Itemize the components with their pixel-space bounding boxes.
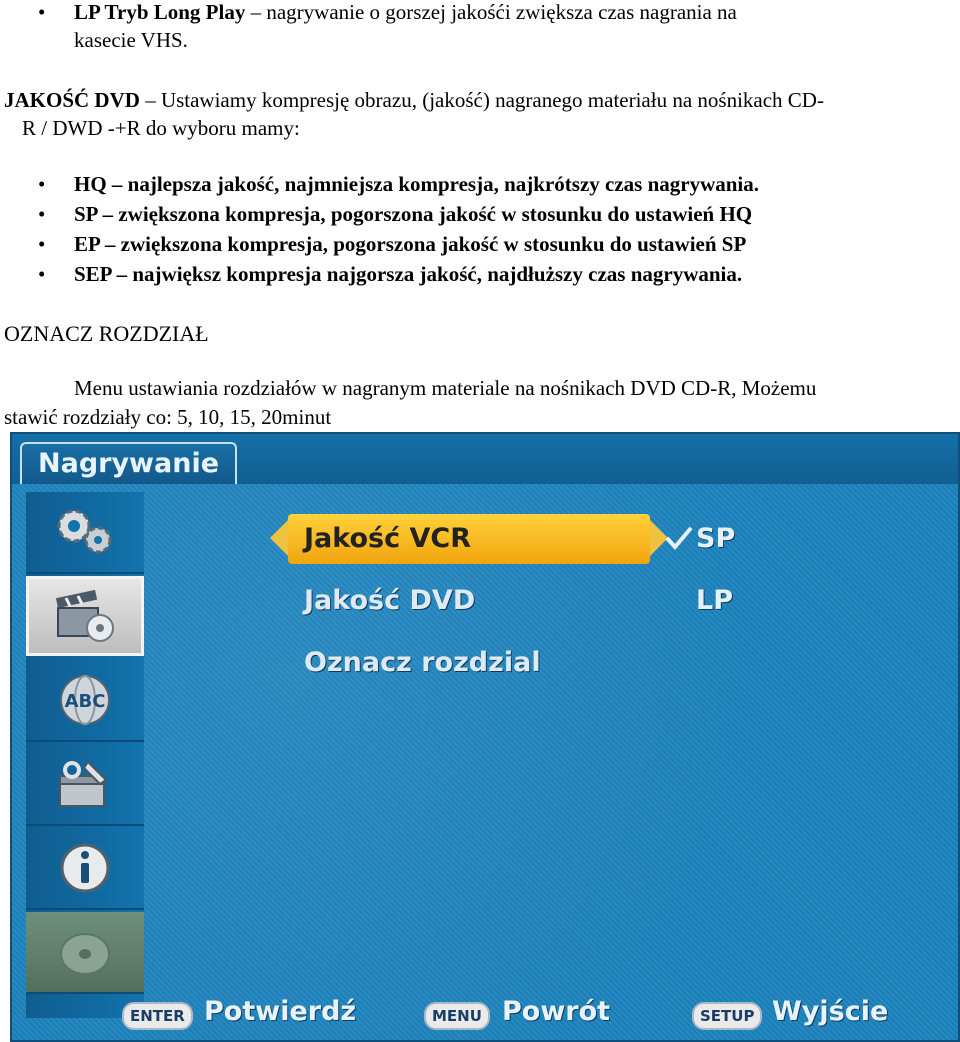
enter-key[interactable]: ENTER bbox=[122, 1002, 193, 1030]
sidebar-item-language[interactable] bbox=[26, 660, 144, 742]
sidebar-item-recording[interactable] bbox=[26, 576, 144, 656]
menu-item-vcr-quality[interactable] bbox=[288, 514, 650, 564]
lp-term: LP Tryb Long Play bbox=[74, 0, 246, 24]
bullet-ep: EP – zwiększona kompresja, pogorszona jakość w stosunku do ustawień SP bbox=[74, 232, 747, 256]
bullet-sp: SP – zwiększona kompresja, pogorszona jakość w stosunku do ustawień HQ bbox=[74, 202, 753, 226]
bullet-dot: • bbox=[38, 172, 46, 196]
osd-screen bbox=[10, 432, 960, 1042]
sidebar-item-system[interactable] bbox=[26, 744, 144, 826]
menu-item-label: Oznacz rozdzial bbox=[304, 647, 541, 678]
bullet-hq: HQ – najlepsza jakość, najmniejsza kompresja, najkrótszy czas nagrywania. bbox=[74, 172, 760, 196]
setup-label: Wyjście bbox=[772, 996, 889, 1027]
chapter-desc-continued: stawić rozdziały co: 5, 10, 15, 20minut bbox=[4, 405, 332, 429]
dvd-quality-value: LP bbox=[696, 585, 733, 616]
lp-paragraph bbox=[74, 0, 737, 24]
svg-text:ABC: ABC bbox=[64, 691, 106, 712]
sidebar-item-disc[interactable] bbox=[26, 912, 144, 994]
lp-desc: – nagrywanie o gorszej jakośći zwiększa czas nagrania na bbox=[250, 0, 737, 24]
menu-item-dvd-quality[interactable] bbox=[304, 576, 650, 626]
sidebar-item-info[interactable] bbox=[26, 828, 144, 910]
bullet-dot: • bbox=[38, 202, 46, 226]
disc-icon bbox=[50, 922, 120, 982]
setup-key[interactable]: SETUP bbox=[692, 1002, 762, 1030]
abc-globe-icon bbox=[50, 670, 120, 730]
lp-desc-continued: kasecie VHS. bbox=[74, 28, 188, 52]
osd-sidebar bbox=[26, 492, 144, 1018]
dvd-paragraph bbox=[4, 88, 824, 112]
chapter-desc: Menu ustawiania rozdziałów w nagranym materiale na nośnikach DVD CD-R, Możemu bbox=[74, 376, 817, 400]
bullet-dot: • bbox=[38, 262, 46, 286]
toolbox-icon bbox=[50, 754, 120, 814]
osd-title: Nagrywanie bbox=[20, 442, 237, 484]
info-icon bbox=[50, 838, 120, 898]
menu-item-mark-chapter[interactable] bbox=[304, 638, 704, 688]
menu-item-label: Jakość VCR bbox=[304, 523, 472, 554]
osd-footer bbox=[12, 994, 958, 1040]
dvd-desc: – Ustawiamy kompresję obrazu, (jakość) nagranego materiału na nośnikach CD- bbox=[145, 88, 824, 112]
dvd-heading: JAKOŚĆ DVD bbox=[4, 88, 140, 112]
chapter-heading: OZNACZ ROZDZIAŁ bbox=[4, 321, 209, 346]
menu-key[interactable]: MENU bbox=[424, 1002, 490, 1030]
sidebar-item-settings[interactable] bbox=[26, 492, 144, 574]
osd-titlebar bbox=[12, 434, 958, 484]
menu-item-label: Jakość DVD bbox=[304, 585, 476, 616]
bullet-dot: • bbox=[38, 232, 46, 256]
enter-label: Potwierdź bbox=[204, 996, 357, 1027]
dvd-desc-continued: R / DWD -+R do wyboru mamy: bbox=[22, 116, 300, 140]
clapperboard-disc-icon bbox=[50, 586, 120, 646]
checkmark-icon bbox=[664, 524, 694, 552]
bullet-dot: • bbox=[38, 0, 46, 24]
menu-label: Powrót bbox=[502, 996, 611, 1027]
vcr-quality-value: SP bbox=[696, 523, 736, 554]
bullet-sep: SEP – największ kompresja najgorsza jakość, najdłuższy czas nagrywania. bbox=[74, 262, 743, 286]
left-arrow-icon[interactable] bbox=[270, 520, 288, 556]
gears-icon bbox=[50, 502, 120, 562]
